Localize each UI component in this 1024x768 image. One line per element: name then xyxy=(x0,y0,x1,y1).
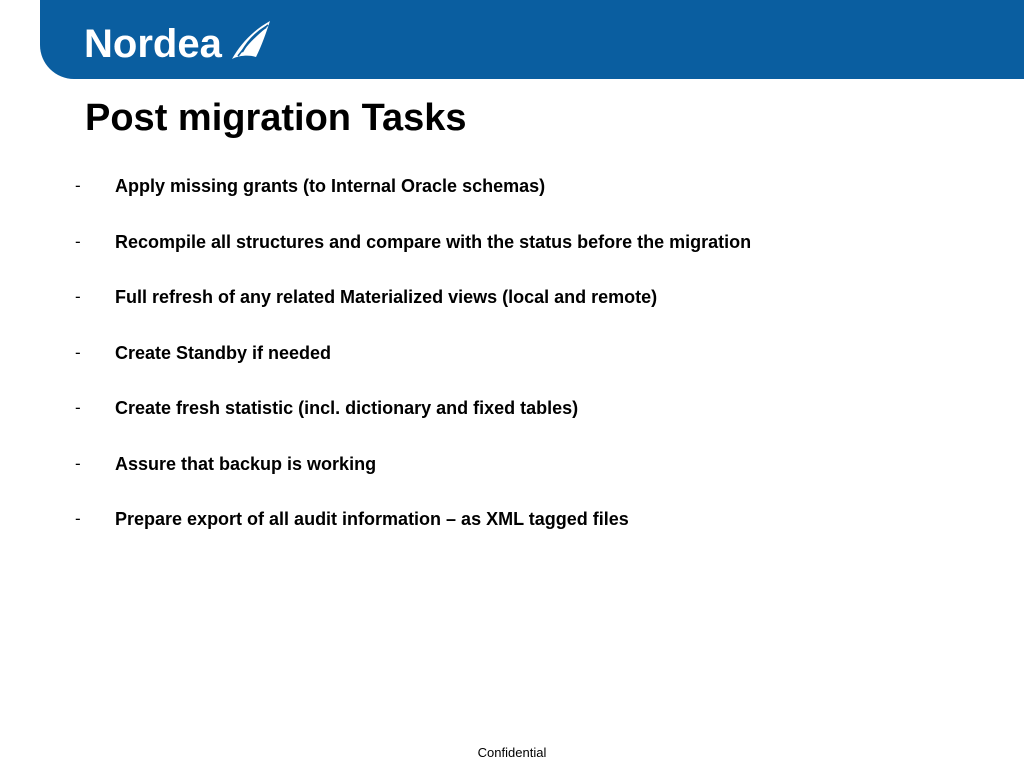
footer-confidential: Confidential xyxy=(477,745,547,760)
bullet-marker: - xyxy=(75,453,81,473)
bullet-text: Recompile all structures and compare with the status before the migration xyxy=(115,231,752,252)
bullet-text: Assure that backup is working xyxy=(115,453,377,474)
bullet-marker: - xyxy=(75,287,81,306)
list-item xyxy=(0,286,1024,342)
bullet-text: Prepare export of all audit information – as XML tagged files xyxy=(115,509,629,529)
bullet-marker: - xyxy=(75,509,81,528)
bullet-marker: - xyxy=(75,342,81,362)
bullet-marker: - xyxy=(75,398,81,417)
list-item xyxy=(0,397,1024,453)
bullet-text: Full refresh of any related Materialized views (local and remote) xyxy=(115,287,658,307)
list-item xyxy=(0,231,1024,287)
bullet-marker: - xyxy=(75,176,81,195)
nordea-logo xyxy=(84,18,272,70)
logo-text: Nordea xyxy=(84,22,222,66)
slide-title: Post migration Tasks xyxy=(85,97,467,139)
bullet-list xyxy=(0,175,1024,564)
list-item xyxy=(0,508,1024,564)
bullet-marker: - xyxy=(75,231,81,251)
bullet-text: Apply missing grants (to Internal Oracle schemas) xyxy=(115,176,546,196)
list-item xyxy=(0,342,1024,398)
bullet-text: Create fresh statistic (incl. dictionary and fixed tables) xyxy=(115,398,579,418)
list-item xyxy=(0,453,1024,509)
bullet-text: Create Standby if needed xyxy=(115,342,332,363)
list-item xyxy=(0,175,1024,231)
sail-icon xyxy=(226,19,272,61)
